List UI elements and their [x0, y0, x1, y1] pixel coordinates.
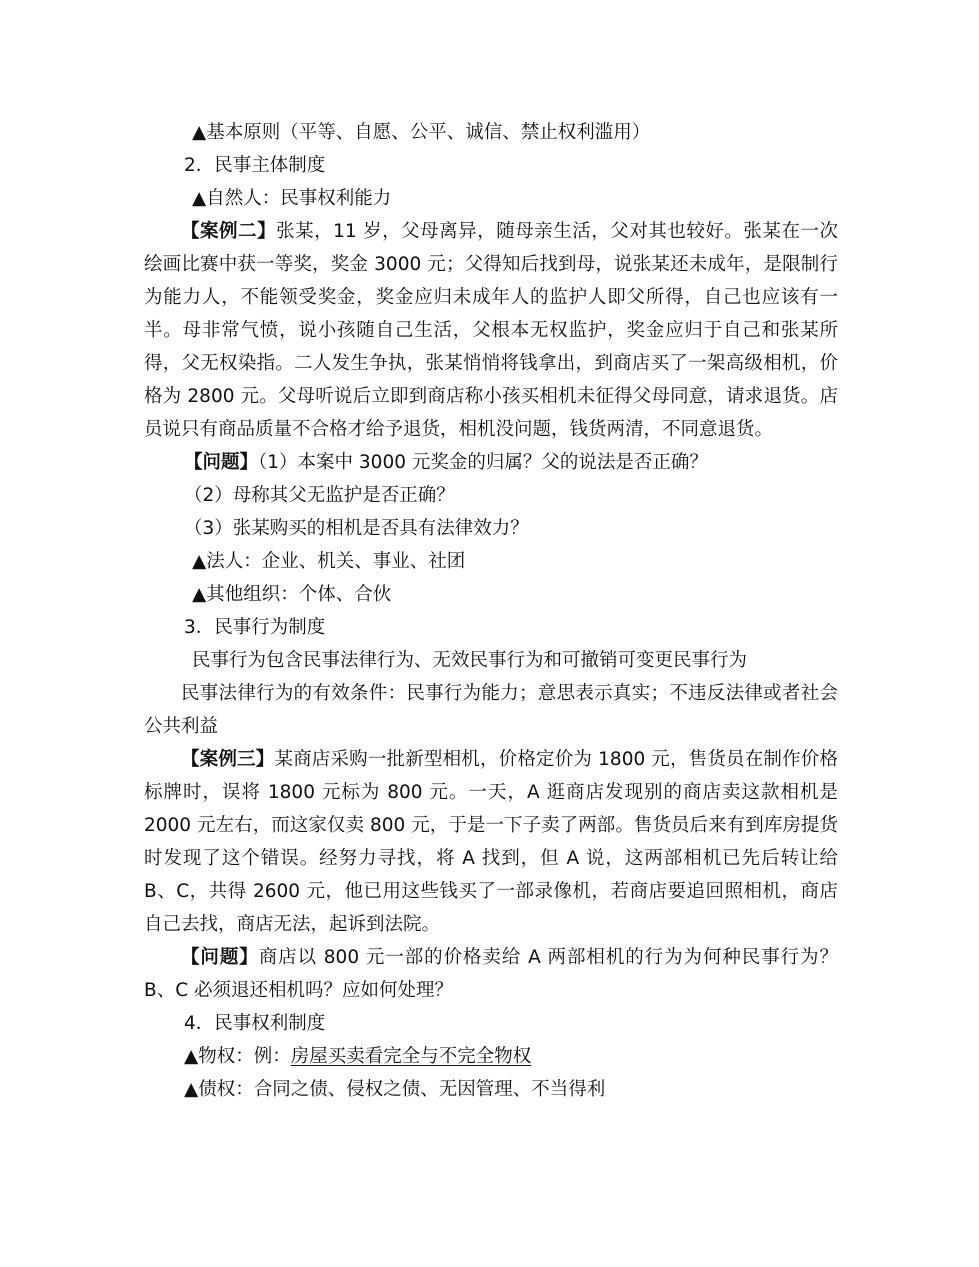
- creditor-rights-item: ▲债权：合同之债、侵权之债、无因管理、不当得利: [184, 1079, 606, 1100]
- section-3-heading: 3．民事行为制度: [184, 617, 326, 638]
- case-2-question-2: （2）母称其父无监护是否正确？: [184, 485, 455, 506]
- natural-person-item: ▲自然人：民事权利能力: [192, 188, 392, 209]
- case-3-question: [144, 941, 838, 1007]
- case-2-paragraph: [144, 215, 838, 446]
- case-2-question-1: [144, 446, 838, 479]
- section-2-heading: 2．民事主体制度: [184, 155, 326, 176]
- case-3-label: 【案例三】: [181, 749, 275, 770]
- case-2-question-3: （3）张某购买的相机是否具有法律效力？: [184, 518, 529, 539]
- property-rights-underlined-note: 房屋买卖看完全与不完全物权: [290, 1046, 532, 1067]
- question-label: 【问题】: [184, 452, 259, 473]
- question-label-2: 【问题】: [181, 947, 259, 968]
- case-2-label: 【案例二】: [181, 221, 277, 242]
- question-1-text: （1）本案中 3000 元奖金的归属？父的说法是否正确？: [258, 452, 708, 473]
- case-3-paragraph: [144, 743, 838, 941]
- section-4-heading: 4．民事权利制度: [184, 1013, 326, 1034]
- basic-principles-item: ▲基本原则（平等、自愿、公平、诚信、禁止权利滥用）: [192, 122, 651, 143]
- document-page: [144, 116, 838, 1106]
- case-2-text: 张某，11 岁，父母离异，随母亲生活，父对其也较好。张某在一次绘画比赛中获一等奖，奖金 3000 元；父得知后找到母，说张某还未成年，是限制行为能力人，不能领受奖金，奖金应归未成年人的监护人即父所得，自己也应该有一半。母非常气愤，说小孩随自己生活，父根本无权监护，奖金应归于自己和张某所得，父无权染指。二人发生争执，张某悄悄将钱拿出，到商店买了一架高级相机，价格为 2800 元。父母听说后立即到商店称小孩买相机未征得父母同意，请求退货。店员说只有商品质量不合格才给予退货，相机没问题，钱货两清，不同意退货。: [144, 221, 838, 440]
- valid-conditions-paragraph: 民事法律行为的有效条件：民事行为能力；意思表示真实；不违反法律或者社会公共利益: [144, 683, 838, 737]
- property-rights-prefix: ▲物权：例：: [184, 1046, 291, 1067]
- legal-person-item: ▲法人：企业、机关、事业、社团: [192, 551, 466, 572]
- civil-acts-types-line: 民事行为包含民事法律行为、无效民事行为和可撤销可变更民事行为: [192, 650, 748, 671]
- other-organization-item: ▲其他组织：个体、合伙: [192, 584, 392, 605]
- property-rights-item: [144, 1040, 838, 1073]
- case-3-text: 某商店采购一批新型相机，价格定价为 1800 元，售货员在制作价格标牌时，误将 1800 元标为 800 元。一天，A 逛商店发现别的商店卖这款相机是 2000 元左右，而这家仅卖 800 元，于是一下子卖了两部。售货员后来有到库房提货时发现了这个错误。经努力寻找，将 A 找到，但 A 说，这两部相机已先后转让给 B、C，共得 2600 元，他已用这些钱买了一部录像机，若商店要追回照相机，商店自己去找，商店无法，起诉到法院。: [144, 749, 838, 935]
- case-3-question-text: 商店以 800 元一部的价格卖给 A 两部相机的行为为何种民事行为？B、C 必须退还相机吗？应如何处理？: [144, 947, 838, 1001]
